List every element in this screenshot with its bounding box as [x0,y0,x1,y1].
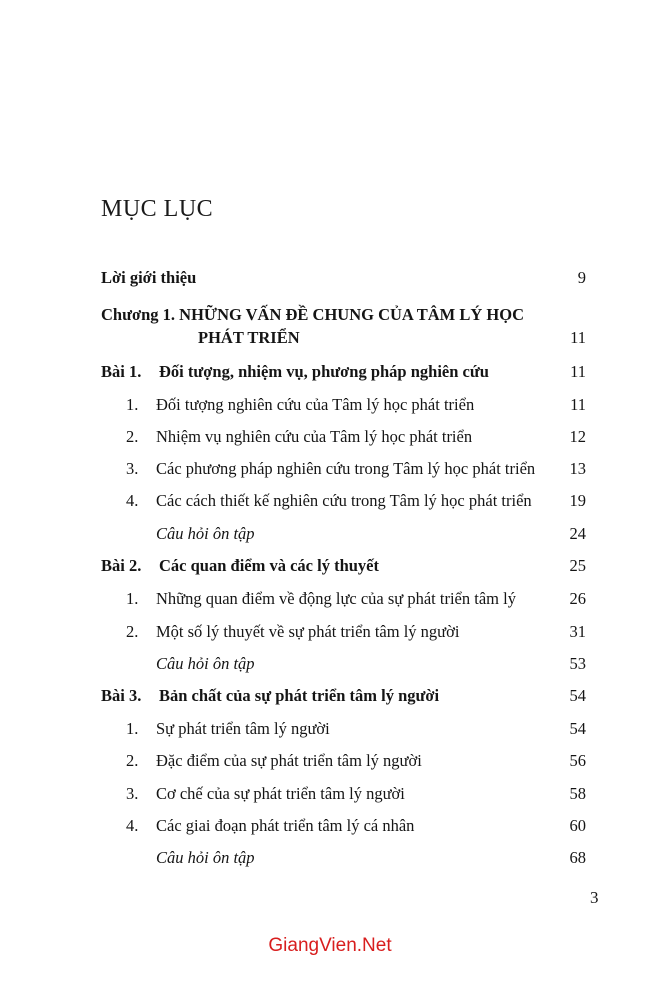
toc-chapter-label-line2: PHÁT TRIỂN [198,328,300,347]
toc-page-number: 58 [569,784,586,803]
toc-item-number: 1. [126,395,139,414]
toc-chapter-label-line1: Chương 1. NHỮNG VẤN ĐỀ CHUNG CỦA TÂM LÝ HỌC [101,305,525,324]
toc-review-label: Câu hỏi ôn tập [156,654,255,673]
toc-review-label: Câu hỏi ôn tập [156,848,255,867]
footer-brand-watermark[interactable]: GiangVien.Net [268,935,392,956]
toc-item-number: 3. [126,459,139,478]
toc-item-label: Đặc điểm của sự phát triển tâm lý người [156,751,422,770]
toc-item-number: 4. [126,816,139,835]
toc-page-number: 24 [569,524,586,543]
toc-page-number: 53 [569,654,586,673]
toc-item-number: 2. [126,751,139,770]
toc-page-number: 11 [570,362,586,381]
toc-page-number: 60 [569,816,586,835]
toc-lesson-label: Bản chất của sự phát triển tâm lý người [159,686,440,705]
toc-lesson-number: Bài 3. [101,686,142,705]
toc-item-label: Đối tượng nghiên cứu của Tâm lý học phát triển [156,395,475,414]
toc-item-label: Sự phát triển tâm lý người [156,719,330,738]
toc-page-number: 11 [570,395,586,414]
toc-item-label: Những quan điểm về động lực của sự phát triển tâm lý [156,589,516,608]
toc-item-number: 1. [126,589,139,608]
page-title: MỤC LỤC [101,196,214,222]
toc-item-number: 3. [126,784,139,803]
toc-item-number: 4. [126,491,139,510]
toc-page-number: 11 [570,328,586,347]
toc-page-number: 25 [569,556,586,575]
toc-page-number: 54 [569,686,586,705]
toc-page-number: 9 [577,268,586,287]
toc-item-label: Các cách thiết kế nghiên cứu trong Tâm lý học phát triển [156,491,532,510]
toc-lesson-label: Đối tượng, nhiệm vụ, phương pháp nghiên cứu [159,362,489,381]
page-number: 3 [590,888,599,907]
toc-item-number: 2. [126,427,139,446]
toc-item-label: Các giai đoạn phát triển tâm lý cá nhân [156,816,415,835]
toc-item-number: 1. [126,719,139,738]
toc-item-label: Nhiệm vụ nghiên cứu của Tâm lý học phát triển [156,427,473,446]
toc-page-number: 26 [569,589,586,608]
toc-page-number: 19 [569,491,586,510]
toc-lesson-label: Các quan điểm và các lý thuyết [159,556,379,575]
toc-review-label: Câu hỏi ôn tập [156,524,255,543]
toc-page-number: 12 [569,427,586,446]
toc-item-number: 2. [126,622,139,641]
toc-lesson-number: Bài 1. [101,362,142,381]
toc-page-number: 56 [569,751,586,770]
toc-item-label: Một số lý thuyết về sự phát triển tâm lý người [156,622,460,641]
toc-page-number: 68 [569,848,586,867]
toc-item-label: Cơ chế của sự phát triển tâm lý người [156,784,405,803]
toc-entry-label: Lời giới thiệu [101,268,197,287]
toc-page-number: 13 [569,459,586,478]
toc-item-label: Các phương pháp nghiên cứu trong Tâm lý học phát triển [156,459,536,478]
toc-lesson-number: Bài 2. [101,556,142,575]
toc-page-number: 31 [569,622,586,641]
toc-page-number: 54 [569,719,586,738]
